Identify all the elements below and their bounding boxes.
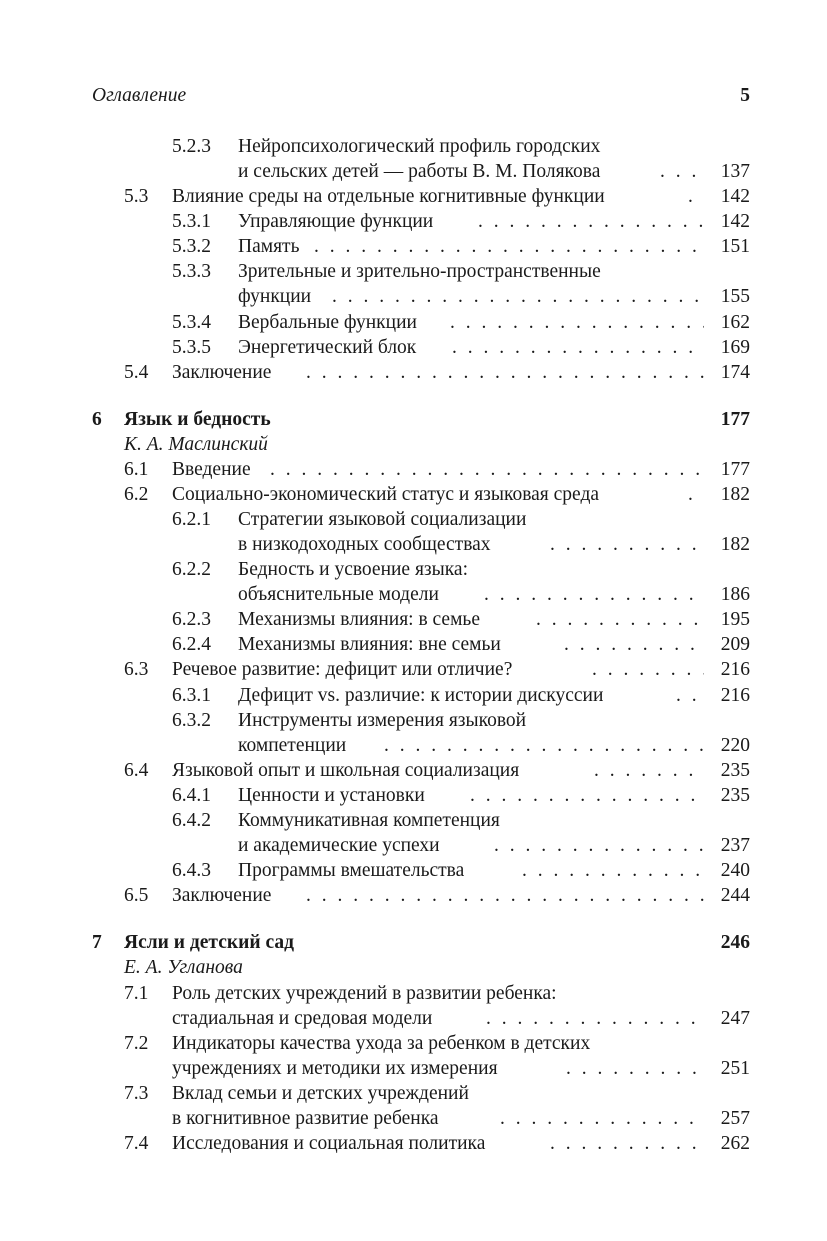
toc-page: 137	[720, 161, 750, 182]
dot-leader	[306, 883, 704, 908]
dot-leader	[522, 858, 704, 883]
toc-title: Введение	[172, 459, 251, 480]
toc-title: Заключение	[172, 362, 272, 383]
toc-number: 6.5	[124, 885, 149, 906]
toc-line[interactable]	[0, 1056, 750, 1081]
toc-line[interactable]	[0, 1006, 750, 1031]
toc-line[interactable]	[0, 310, 750, 335]
toc-number: 6.3	[124, 659, 149, 680]
toc-line[interactable]	[0, 234, 750, 259]
toc-chapter-number: 6	[92, 409, 102, 430]
toc-page: 240	[720, 860, 750, 881]
toc-line[interactable]	[0, 259, 750, 284]
toc-page: 142	[720, 211, 750, 232]
toc-line[interactable]	[0, 532, 750, 557]
toc-page: 251	[720, 1058, 750, 1079]
toc-title: в низкодоходных сообществах	[238, 534, 491, 555]
toc-line[interactable]	[0, 657, 750, 682]
toc-line[interactable]	[0, 808, 750, 833]
toc-line[interactable]	[0, 1131, 750, 1156]
toc-title: Механизмы влияния: вне семьи	[238, 634, 501, 655]
toc-line[interactable]	[0, 833, 750, 858]
toc-title: Исследования и социальная политика	[172, 1133, 486, 1154]
toc-author: Е. А. Угланова	[124, 957, 243, 978]
toc-page: 162	[720, 312, 750, 333]
toc-page: 142	[720, 186, 750, 207]
toc-title: Речевое развитие: дефицит или отличие?	[172, 659, 513, 680]
toc-number: 5.4	[124, 362, 149, 383]
dot-leader	[550, 532, 704, 557]
toc-number: 5.3.1	[172, 211, 211, 232]
toc-title: Социально-экономический статус и языковая среда	[172, 484, 600, 505]
toc-title: и сельских детей — работы В. М. Полякова	[238, 161, 601, 182]
toc-title: объяснительные модели	[238, 584, 439, 605]
toc-page: 220	[720, 735, 750, 756]
toc-page: 237	[720, 835, 750, 856]
toc-line[interactable]	[0, 683, 750, 708]
dot-leader	[592, 657, 704, 682]
toc-title: Управляющие функции	[238, 211, 434, 232]
toc-page: 182	[720, 534, 750, 555]
toc-author: К. А. Маслинский	[124, 434, 268, 455]
toc-line[interactable]	[0, 335, 750, 360]
toc-title: Коммуникативная компетенция	[238, 810, 500, 831]
toc-line[interactable]	[0, 607, 750, 632]
toc-line[interactable]	[0, 758, 750, 783]
toc-chapter-line[interactable]	[0, 407, 750, 432]
dot-leader	[550, 1131, 704, 1156]
running-header-title: Оглавление	[92, 85, 187, 106]
toc-line[interactable]	[0, 1081, 750, 1106]
toc-line[interactable]	[0, 981, 750, 1006]
toc-number: 6.2	[124, 484, 149, 505]
toc-number: 5.3.5	[172, 337, 211, 358]
toc-page: 177	[720, 459, 750, 480]
toc-number: 6.3.2	[172, 710, 211, 731]
toc-chapter-title: Ясли и детский сад	[124, 932, 294, 953]
toc-title: учреждениях и методики их измерения	[172, 1058, 498, 1079]
toc-line[interactable]	[0, 134, 750, 159]
dot-leader	[566, 1056, 704, 1081]
toc-number: 5.3	[124, 186, 149, 207]
toc-line[interactable]	[0, 858, 750, 883]
toc-number: 6.2.3	[172, 609, 211, 630]
dot-leader	[688, 482, 704, 507]
dot-leader	[452, 335, 704, 360]
toc-title: Инструменты измерения языковой	[238, 710, 527, 731]
toc-page: 244	[720, 885, 750, 906]
toc-number: 6.1	[124, 459, 149, 480]
dot-leader	[500, 1106, 704, 1131]
toc-page: 155	[720, 286, 750, 307]
dot-leader	[564, 632, 704, 657]
dot-leader	[536, 607, 704, 632]
toc-page: 186	[720, 584, 750, 605]
toc-author-line	[0, 432, 750, 457]
toc-line[interactable]	[0, 209, 750, 234]
toc-page: 195	[720, 609, 750, 630]
toc-page: 216	[720, 685, 750, 706]
dot-leader	[450, 310, 704, 335]
toc-title: компетенции	[238, 735, 347, 756]
toc-title: Бедность и усвоение языка:	[238, 559, 468, 580]
toc-number: 6.3.1	[172, 685, 211, 706]
toc-line[interactable]	[0, 883, 750, 908]
toc-chapter-title: Язык и бедность	[124, 409, 271, 430]
dot-leader	[470, 783, 704, 808]
toc-page: 235	[720, 760, 750, 781]
toc-line[interactable]	[0, 582, 750, 607]
toc-number: 7.3	[124, 1083, 149, 1104]
toc-author-line	[0, 955, 750, 980]
toc-title: Ценности и установки	[238, 785, 425, 806]
toc-page: 262	[720, 1133, 750, 1154]
toc-number: 5.3.2	[172, 236, 211, 257]
toc-title: Программы вмешательства	[238, 860, 465, 881]
toc-line[interactable]	[0, 733, 750, 758]
running-header-page-number: 5	[740, 85, 750, 106]
toc-title: Роль детских учреждений в развитии ребенка:	[172, 983, 557, 1004]
toc-page: 246	[720, 932, 750, 953]
dot-leader	[270, 457, 704, 482]
dot-leader	[332, 284, 704, 309]
toc-title: Энергетический блок	[238, 337, 417, 358]
toc-title: функции	[238, 286, 312, 307]
toc-line[interactable]	[0, 482, 750, 507]
toc-number: 5.2.3	[172, 136, 211, 157]
toc-number: 7.1	[124, 983, 149, 1004]
toc-line[interactable]	[0, 783, 750, 808]
toc-title: Языковой опыт и школьная социализация	[172, 760, 520, 781]
running-header	[92, 85, 750, 109]
toc-number: 6.4.1	[172, 785, 211, 806]
toc-line[interactable]	[0, 557, 750, 582]
toc-page: 169	[720, 337, 750, 358]
toc-title: Зрительные и зрительно-пространственные	[238, 261, 601, 282]
toc-page: 209	[720, 634, 750, 655]
toc-page: 247	[720, 1008, 750, 1029]
toc-title: и академические успехи	[238, 835, 440, 856]
toc-title: Механизмы влияния: в семье	[238, 609, 480, 630]
dot-leader	[688, 184, 704, 209]
dot-leader	[660, 159, 704, 184]
dot-leader	[486, 1006, 704, 1031]
toc-number: 6.4	[124, 760, 149, 781]
toc-line[interactable]	[0, 632, 750, 657]
dot-leader	[494, 833, 704, 858]
toc-line[interactable]	[0, 184, 750, 209]
toc-number: 6.4.3	[172, 860, 211, 881]
toc-title: Заключение	[172, 885, 272, 906]
toc-page: 174	[720, 362, 750, 383]
toc-chapter-number: 7	[92, 932, 102, 953]
toc-number: 5.3.3	[172, 261, 211, 282]
toc-title: в когнитивное развитие ребенка	[172, 1108, 439, 1129]
toc-title: Стратегии языковой социализации	[238, 509, 527, 530]
toc-chapter-line[interactable]	[0, 930, 750, 955]
toc-page: 216	[720, 659, 750, 680]
toc-page: 182	[720, 484, 750, 505]
toc-line[interactable]	[0, 1031, 750, 1056]
toc-title: Влияние среды на отдельные когнитивные функции	[172, 186, 605, 207]
toc-title: Нейропсихологический профиль городских	[238, 136, 601, 157]
toc-title: Память	[238, 236, 300, 257]
toc-title: Дефицит vs. различие: к истории дискуссии	[238, 685, 604, 706]
toc-page: 151	[720, 236, 750, 257]
dot-leader	[306, 360, 704, 385]
toc-line[interactable]	[0, 284, 750, 309]
toc-title: Вклад семьи и детских учреждений	[172, 1083, 469, 1104]
toc-title: стадиальная и средовая модели	[172, 1008, 433, 1029]
toc-number: 7.4	[124, 1133, 149, 1154]
toc-line[interactable]	[0, 708, 750, 733]
toc-line[interactable]	[0, 159, 750, 184]
dot-leader	[478, 209, 704, 234]
toc-title: Вербальные функции	[238, 312, 417, 333]
toc-line[interactable]	[0, 1106, 750, 1131]
toc-number: 7.2	[124, 1033, 149, 1054]
toc-title: Индикаторы качества ухода за ребенком в детских	[172, 1033, 591, 1054]
toc-line[interactable]	[0, 360, 750, 385]
toc-line[interactable]	[0, 457, 750, 482]
toc-number: 5.3.4	[172, 312, 211, 333]
toc-number: 6.4.2	[172, 810, 211, 831]
toc-page: 177	[720, 409, 750, 430]
dot-leader	[676, 683, 704, 708]
dot-leader	[314, 234, 704, 259]
toc-line[interactable]	[0, 507, 750, 532]
toc-number: 6.2.2	[172, 559, 211, 580]
toc-number: 6.2.1	[172, 509, 211, 530]
toc-page: 235	[720, 785, 750, 806]
toc-page: 257	[720, 1108, 750, 1129]
toc-number: 6.2.4	[172, 634, 211, 655]
dot-leader	[594, 758, 704, 783]
dot-leader	[484, 582, 704, 607]
dot-leader	[384, 733, 704, 758]
